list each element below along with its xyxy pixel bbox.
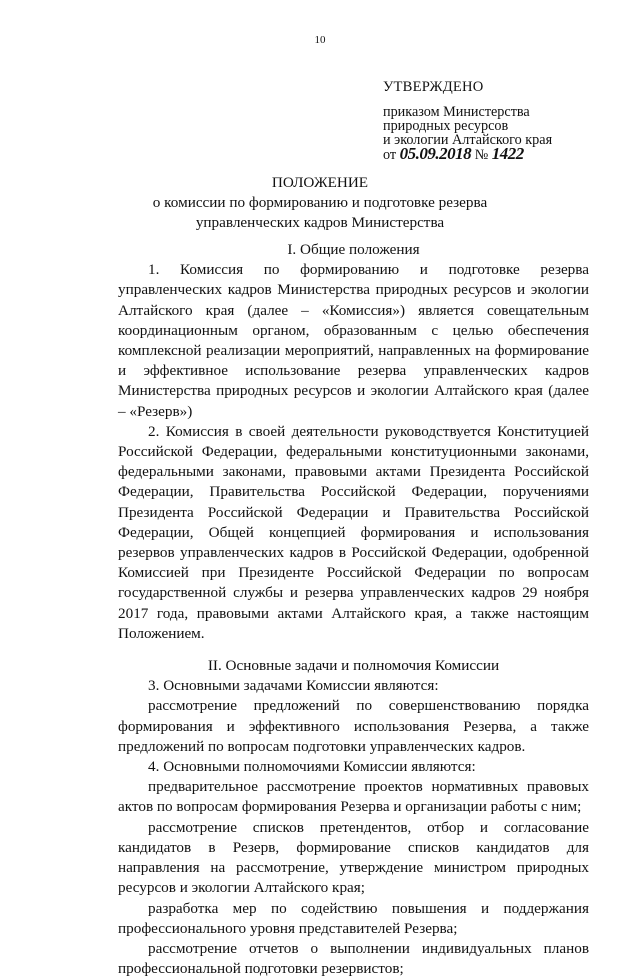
paragraph-4d: рассмотрение отчетов о выполнении индивидуальных планов профессиональной подготовки резервистов; (118, 939, 589, 978)
paragraph-4b: рассмотрение списков претендентов, отбор и согласование кандидатов в Резерв, формирование списков кандидатов для направления на рассмотрение, утверждение министром природных ресурсов и экологии Алтайского края; (118, 818, 589, 897)
document-body (118, 240, 589, 979)
paragraph-4c: разработка мер по содействию повышения и поддержания профессионального уровня представителей Резерва; (118, 899, 589, 937)
paragraph-1: 1. Комиссия по формированию и подготовке резерва управленческих кадров Министерства природных ресурсов и экологии Алтайского края (далее – «Комиссия») является совещательным координационным органом, образованным с целью обеспечения комплексной реализации мероприятий, направленных на формирование и эффективное использование резерва управленческих кадров Министерства природных ресурсов и экологии Алтайского края (далее – «Резерв») (118, 261, 589, 420)
date-prefix: от (383, 147, 397, 163)
section-2-heading: II. Основные задачи и полномочия Комиссии (207, 657, 500, 675)
approval-block (383, 80, 552, 162)
approval-line-1: приказом Министерства (383, 104, 530, 120)
approval-line-2: природных ресурсов (383, 118, 509, 134)
paragraph-3: 3. Основными задачами Комиссии являются: (148, 677, 439, 695)
handwritten-number: 1422 (491, 144, 524, 163)
paragraph-4: 4. Основными полномочиями Комиссии являются: (148, 758, 476, 776)
approved-label: УТВЕРЖДЕНО (383, 79, 484, 95)
document-subtitle-2: управленческих кадров Министерства (195, 214, 445, 231)
paragraph-2: 2. Комиссия в своей деятельности руководствуется Конституцией Российской Федерации, федеральными конституционными законами, федеральными законами, правовыми актами Президента Российской Федерации, Правительства Российской Федерации, поручениями Президента Российской Федерации и Правительства Российской Федерации, Общей концепцией формирования и использования резервов управленческих кадров в Российской Федерации, одобренной Комиссией при Президенте Российской Федерации по вопросам государственной службы и резерва управленческих кадров 29 ноября 2017 года, правовыми актами Алтайского края, а также настоящим Положением. (118, 422, 589, 642)
section-1-heading: I. Общие положения (287, 241, 420, 258)
handwritten-date: 05.09.2018 (399, 144, 472, 163)
paragraph-4a: предварительное рассмотрение проектов нормативных правовых актов по вопросам формирования Резерва и организации работы с ним; (118, 778, 589, 816)
paragraph-3a: рассмотрение предложений по совершенствованию порядка формирования и эффективного использования Резерва, а также предложений по вопросам подготовки управленческих кадров. (118, 697, 589, 755)
document-title: ПОЛОЖЕНИЕ (271, 174, 369, 191)
document-subtitle-1: о комиссии по формированию и подготовке резерва (152, 194, 488, 211)
number-prefix: № (474, 147, 489, 163)
approval-date-row (383, 144, 552, 163)
page-number: 10 (314, 34, 326, 46)
approval-line-3: и экологии Алтайского края (383, 132, 553, 148)
